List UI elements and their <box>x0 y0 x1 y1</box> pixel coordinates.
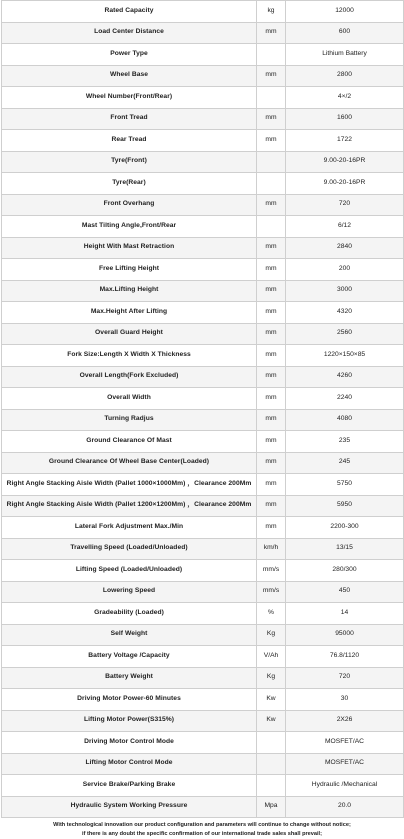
spec-row <box>2 667 404 689</box>
spec-row <box>2 753 404 775</box>
spec-name: Power Type <box>2 44 257 66</box>
spec-unit: mm/s <box>257 581 286 603</box>
spec-value: 720 <box>286 667 404 689</box>
spec-name: Lowering Speed <box>2 581 257 603</box>
spec-value: 280/300 <box>286 560 404 582</box>
spec-name: Lifting Motor Control Mode <box>2 753 257 775</box>
spec-name: Wheel Number(Front/Rear) <box>2 87 257 109</box>
spec-unit: mm <box>257 302 286 324</box>
spec-name: Self Weight <box>2 624 257 646</box>
spec-unit: kg <box>257 1 286 23</box>
spec-name: Front Overhang <box>2 194 257 216</box>
spec-value: 14 <box>286 603 404 625</box>
spec-value: 95000 <box>286 624 404 646</box>
spec-value: MOSFET/AC <box>286 753 404 775</box>
spec-row <box>2 323 404 345</box>
spec-unit: Kw <box>257 710 286 732</box>
spec-name: Overall Width <box>2 388 257 410</box>
spec-name: Driving Motor Control Mode <box>2 732 257 754</box>
spec-value: 9.00-20-16PR <box>286 151 404 173</box>
spec-value: 9.00-20-16PR <box>286 173 404 195</box>
spec-name: Max.Lifting Height <box>2 280 257 302</box>
spec-value: 6/12 <box>286 216 404 238</box>
spec-value: 2840 <box>286 237 404 259</box>
spec-row <box>2 366 404 388</box>
spec-name: Battery Weight <box>2 667 257 689</box>
spec-row <box>2 259 404 281</box>
spec-row <box>2 581 404 603</box>
spec-name: Front Tread <box>2 108 257 130</box>
spec-name: Lifting Motor Power(S315%) <box>2 710 257 732</box>
spec-value: 2560 <box>286 323 404 345</box>
spec-table-body <box>2 1 404 818</box>
spec-value: 3000 <box>286 280 404 302</box>
spec-table <box>1 0 404 818</box>
spec-name: Mast Tilting Angle,Front/Rear <box>2 216 257 238</box>
spec-row <box>2 796 404 818</box>
spec-name: Overall Length(Fork Excluded) <box>2 366 257 388</box>
spec-row <box>2 345 404 367</box>
spec-name: Load Center Distance <box>2 22 257 44</box>
spec-value: 4260 <box>286 366 404 388</box>
spec-row <box>2 237 404 259</box>
spec-name: Height With Mast Retraction <box>2 237 257 259</box>
spec-row <box>2 280 404 302</box>
spec-value: 2X26 <box>286 710 404 732</box>
spec-name: Battery Voltage /Capacity <box>2 646 257 668</box>
spec-unit: V/Ah <box>257 646 286 668</box>
spec-row <box>2 538 404 560</box>
spec-row <box>2 216 404 238</box>
spec-unit: mm <box>257 194 286 216</box>
spec-unit: mm <box>257 130 286 152</box>
spec-unit <box>257 87 286 109</box>
spec-unit: Kw <box>257 689 286 711</box>
spec-value: 20.0 <box>286 796 404 818</box>
spec-row <box>2 710 404 732</box>
spec-row <box>2 22 404 44</box>
spec-unit: mm <box>257 280 286 302</box>
spec-value: 30 <box>286 689 404 711</box>
spec-unit: Mpa <box>257 796 286 818</box>
spec-unit: mm <box>257 366 286 388</box>
spec-row <box>2 431 404 453</box>
spec-value: 1600 <box>286 108 404 130</box>
spec-unit: mm <box>257 495 286 517</box>
spec-row <box>2 108 404 130</box>
spec-unit <box>257 44 286 66</box>
spec-name: Hydraulic System Working Pressure <box>2 796 257 818</box>
spec-row <box>2 452 404 474</box>
spec-value: 13/15 <box>286 538 404 560</box>
spec-row <box>2 87 404 109</box>
spec-value: 4×/2 <box>286 87 404 109</box>
spec-row <box>2 560 404 582</box>
spec-value: 76.8/1120 <box>286 646 404 668</box>
spec-name: Overall Guard Height <box>2 323 257 345</box>
spec-name: Driving Motor Power-60 Minutes <box>2 689 257 711</box>
spec-name: Lifting Speed (Loaded/Unloaded) <box>2 560 257 582</box>
spec-name: Lateral Fork Adjustment Max./Min <box>2 517 257 539</box>
spec-row <box>2 130 404 152</box>
spec-name: Rated Capacity <box>2 1 257 23</box>
spec-name: Free Lifting Height <box>2 259 257 281</box>
spec-name: Right Angle Stacking Aisle Width (Pallet 1200×1200Mm) ，Clearance 200Mm <box>2 495 257 517</box>
spec-unit: Kg <box>257 667 286 689</box>
spec-row <box>2 517 404 539</box>
spec-name: Service Brake/Parking Brake <box>2 775 257 797</box>
spec-value: 2200-300 <box>286 517 404 539</box>
spec-row <box>2 388 404 410</box>
spec-unit: mm <box>257 237 286 259</box>
spec-value: 200 <box>286 259 404 281</box>
spec-row <box>2 151 404 173</box>
spec-name: Travelling Speed (Loaded/Unloaded) <box>2 538 257 560</box>
spec-row <box>2 624 404 646</box>
spec-row <box>2 44 404 66</box>
spec-value: 600 <box>286 22 404 44</box>
spec-row <box>2 603 404 625</box>
spec-unit <box>257 151 286 173</box>
spec-row <box>2 1 404 23</box>
spec-unit: mm <box>257 345 286 367</box>
spec-value: 235 <box>286 431 404 453</box>
spec-unit: Kg <box>257 624 286 646</box>
spec-unit: mm <box>257 323 286 345</box>
spec-value: 1722 <box>286 130 404 152</box>
spec-name: Right Angle Stacking Aisle Width (Pallet 1000×1000Mm) ，Clearance 200Mm <box>2 474 257 496</box>
spec-value: 2800 <box>286 65 404 87</box>
spec-unit <box>257 173 286 195</box>
spec-unit: mm <box>257 22 286 44</box>
spec-name: Ground Clearance Of Mast <box>2 431 257 453</box>
spec-name: Tyre(Front) <box>2 151 257 173</box>
spec-name: Gradeability (Loaded) <box>2 603 257 625</box>
spec-unit: mm <box>257 452 286 474</box>
spec-row <box>2 65 404 87</box>
spec-unit <box>257 216 286 238</box>
spec-row <box>2 173 404 195</box>
spec-value: 5750 <box>286 474 404 496</box>
spec-row <box>2 495 404 517</box>
spec-unit: mm <box>257 431 286 453</box>
spec-name: Fork Size:Length X Width X Thickness <box>2 345 257 367</box>
disclaimer-footer <box>1 818 403 839</box>
spec-value: Hydraulic /Mechanical <box>286 775 404 797</box>
spec-value: 5950 <box>286 495 404 517</box>
spec-value: 450 <box>286 581 404 603</box>
disclaimer-line: With technological innovation our product configuration and parameters will continue to change without notice; <box>53 822 351 828</box>
spec-unit: % <box>257 603 286 625</box>
spec-name: Wheel Base <box>2 65 257 87</box>
spec-row <box>2 409 404 431</box>
spec-unit: mm <box>257 517 286 539</box>
disclaimer-line: if there is any doubt the specific confirmation of our international trade sales shall prevail; <box>82 831 322 837</box>
spec-unit <box>257 753 286 775</box>
spec-unit: mm <box>257 409 286 431</box>
spec-unit: mm <box>257 474 286 496</box>
spec-name: Rear Tread <box>2 130 257 152</box>
spec-unit: km/h <box>257 538 286 560</box>
spec-name: Turning Radjus <box>2 409 257 431</box>
spec-value: MOSFET/AC <box>286 732 404 754</box>
spec-name: Tyre(Rear) <box>2 173 257 195</box>
spec-value: 2240 <box>286 388 404 410</box>
spec-value: 12000 <box>286 1 404 23</box>
spec-unit: mm <box>257 259 286 281</box>
spec-value: 4320 <box>286 302 404 324</box>
spec-unit: mm <box>257 108 286 130</box>
spec-row <box>2 646 404 668</box>
spec-row <box>2 302 404 324</box>
spec-value: 4080 <box>286 409 404 431</box>
spec-value: 245 <box>286 452 404 474</box>
spec-row <box>2 474 404 496</box>
spec-row <box>2 194 404 216</box>
spec-unit: mm/s <box>257 560 286 582</box>
spec-unit: mm <box>257 65 286 87</box>
spec-name: Max.Height After Lifting <box>2 302 257 324</box>
spec-value: 1220×150×85 <box>286 345 404 367</box>
spec-name: Ground Clearance Of Wheel Base Center(Loaded) <box>2 452 257 474</box>
spec-unit <box>257 732 286 754</box>
spec-row <box>2 689 404 711</box>
spec-row <box>2 732 404 754</box>
spec-unit: mm <box>257 388 286 410</box>
spec-value: 720 <box>286 194 404 216</box>
spec-value: Lithium Battery <box>286 44 404 66</box>
